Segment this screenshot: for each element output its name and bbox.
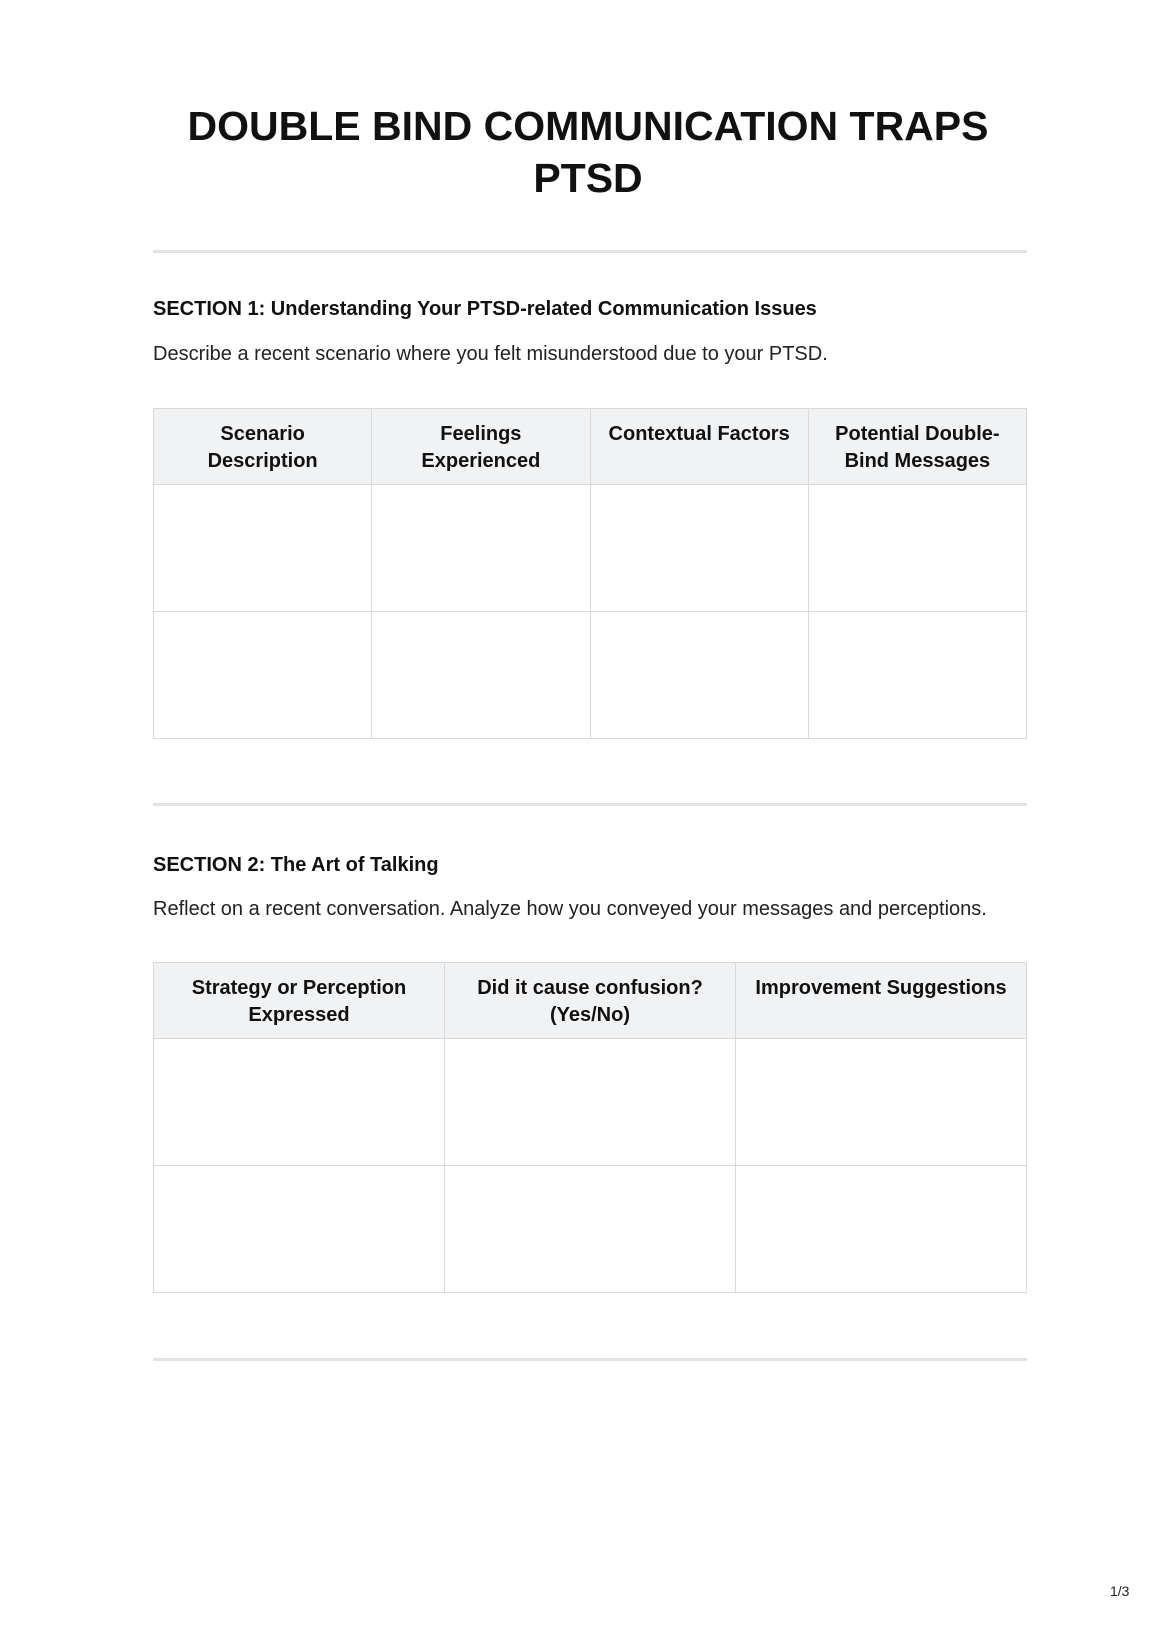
table-row (154, 485, 1027, 612)
section-2-table (153, 962, 1027, 1293)
divider (153, 250, 1027, 253)
table-cell[interactable] (808, 612, 1026, 739)
column-header: Potential Double-Bind Messages (808, 409, 1026, 485)
page-title (0, 100, 1176, 204)
title-line-2: PTSD (533, 155, 643, 201)
column-header: Contextual Factors (590, 409, 808, 485)
section-1-heading: SECTION 1: Understanding Your PTSD-related Communication Issues (153, 298, 817, 320)
column-header: Improvement Suggestions (736, 963, 1027, 1039)
section-1-table (153, 408, 1027, 739)
table-cell[interactable] (372, 612, 590, 739)
table-cell[interactable] (445, 1166, 736, 1293)
title-line-1: DOUBLE BIND COMMUNICATION TRAPS (187, 103, 989, 149)
table-header-row (154, 409, 1027, 485)
section-2-description: Reflect on a recent conversation. Analyze how you conveyed your messages and perceptions. (153, 898, 987, 920)
column-header: Did it cause confusion? (Yes/No) (445, 963, 736, 1039)
column-header: Strategy or Perception Expressed (154, 963, 445, 1039)
table-cell[interactable] (154, 1166, 445, 1293)
column-header: Feelings Experienced (372, 409, 590, 485)
section-2-heading: SECTION 2: The Art of Talking (153, 854, 439, 876)
table-cell[interactable] (808, 485, 1026, 612)
table-row (154, 1039, 1027, 1166)
table-cell[interactable] (445, 1039, 736, 1166)
table-row (154, 612, 1027, 739)
table-cell[interactable] (154, 612, 372, 739)
table-cell[interactable] (372, 485, 590, 612)
page-number: 1/3 (1110, 1583, 1130, 1599)
table-header-row (154, 963, 1027, 1039)
table-cell[interactable] (590, 612, 808, 739)
divider (153, 1358, 1027, 1361)
table-row (154, 1166, 1027, 1293)
table-cell[interactable] (590, 485, 808, 612)
column-header: Scenario Description (154, 409, 372, 485)
table-cell[interactable] (736, 1166, 1027, 1293)
divider (153, 803, 1027, 806)
table-cell[interactable] (736, 1039, 1027, 1166)
table-cell[interactable] (154, 1039, 445, 1166)
table-cell[interactable] (154, 485, 372, 612)
section-1-description: Describe a recent scenario where you felt misunderstood due to your PTSD. (153, 343, 828, 365)
